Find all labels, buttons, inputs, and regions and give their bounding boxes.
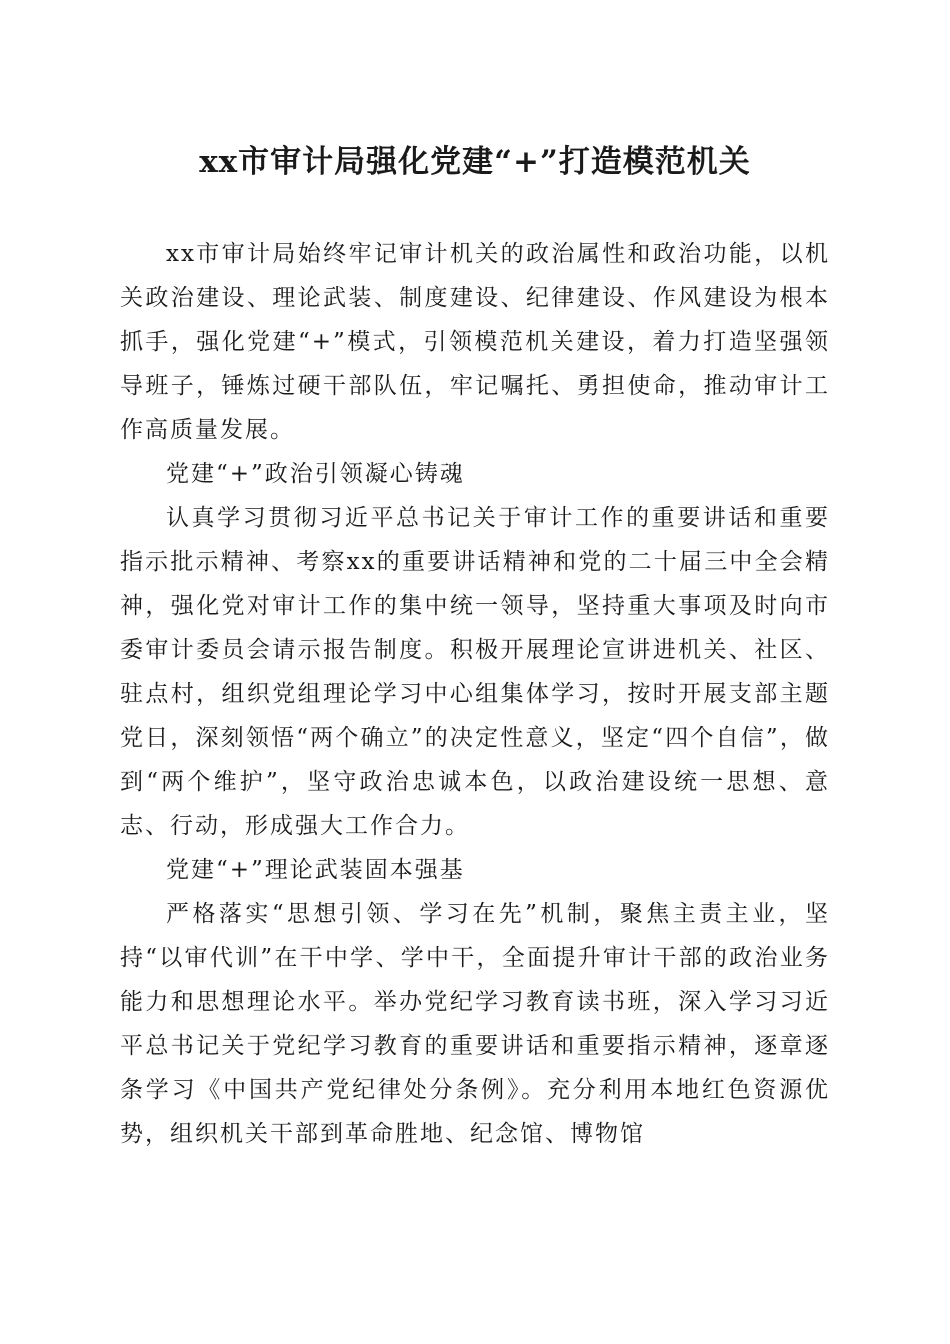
section-heading-theory-armament: 党建“+”理论武装固本强基: [166, 857, 465, 883]
political-leadership-paragraph: 认真学习贯彻习近平总书记关于审计工作的重要讲话和重要指示批示精神、考察xx的重要讲话精神和党的二十届三中全会精神，强化党对审计工作的集中统一领导，坚持重大事项及时向市委审计委员会请示报告制度。积极开展理论宣讲进机关、社区、驻点村，组织党组理论学习中心组集体学习，按时开展支部主题党日，深刻领悟“两个确立”的决定性意义，坚定“四个自信”，做到“两个维护”，坚守政治忠诚本色，以政治建设统一思想、意志、行动，形成强大工作合力。: [120, 505, 830, 839]
document-body: [120, 232, 830, 1156]
intro-paragraph: xx市审计局始终牢记审计机关的政治属性和政治功能，以机关政治建设、理论武装、制度建设、纪律建设、作风建设为根本抓手，强化党建“+”模式，引领模范机关建设，着力打造坚强领导班子，锤炼过硬干部队伍，牢记嘱托、勇担使命，推动审计工作高质量发展。: [120, 241, 830, 443]
theory-armament-paragraph: 严格落实“思想引领、学习在先”机制，聚焦主责主业，坚持“以审代训”在干中学、学中干，全面提升审计干部的政治业务能力和思想理论水平。举办党纪学习教育读书班，深入学习习近平总书记关于党纪学习教育的重要讲话和重要指示精神，逐章逐条学习《中国共产党纪律处分条例》。充分利用本地红色资源优势，组织机关干部到革命胜地、纪念馆、博物馆: [120, 901, 830, 1147]
section-heading-political-leadership: 党建“+”政治引领凝心铸魂: [166, 461, 465, 487]
document-title: xx市审计局强化党建“+”打造模范机关: [199, 144, 751, 180]
